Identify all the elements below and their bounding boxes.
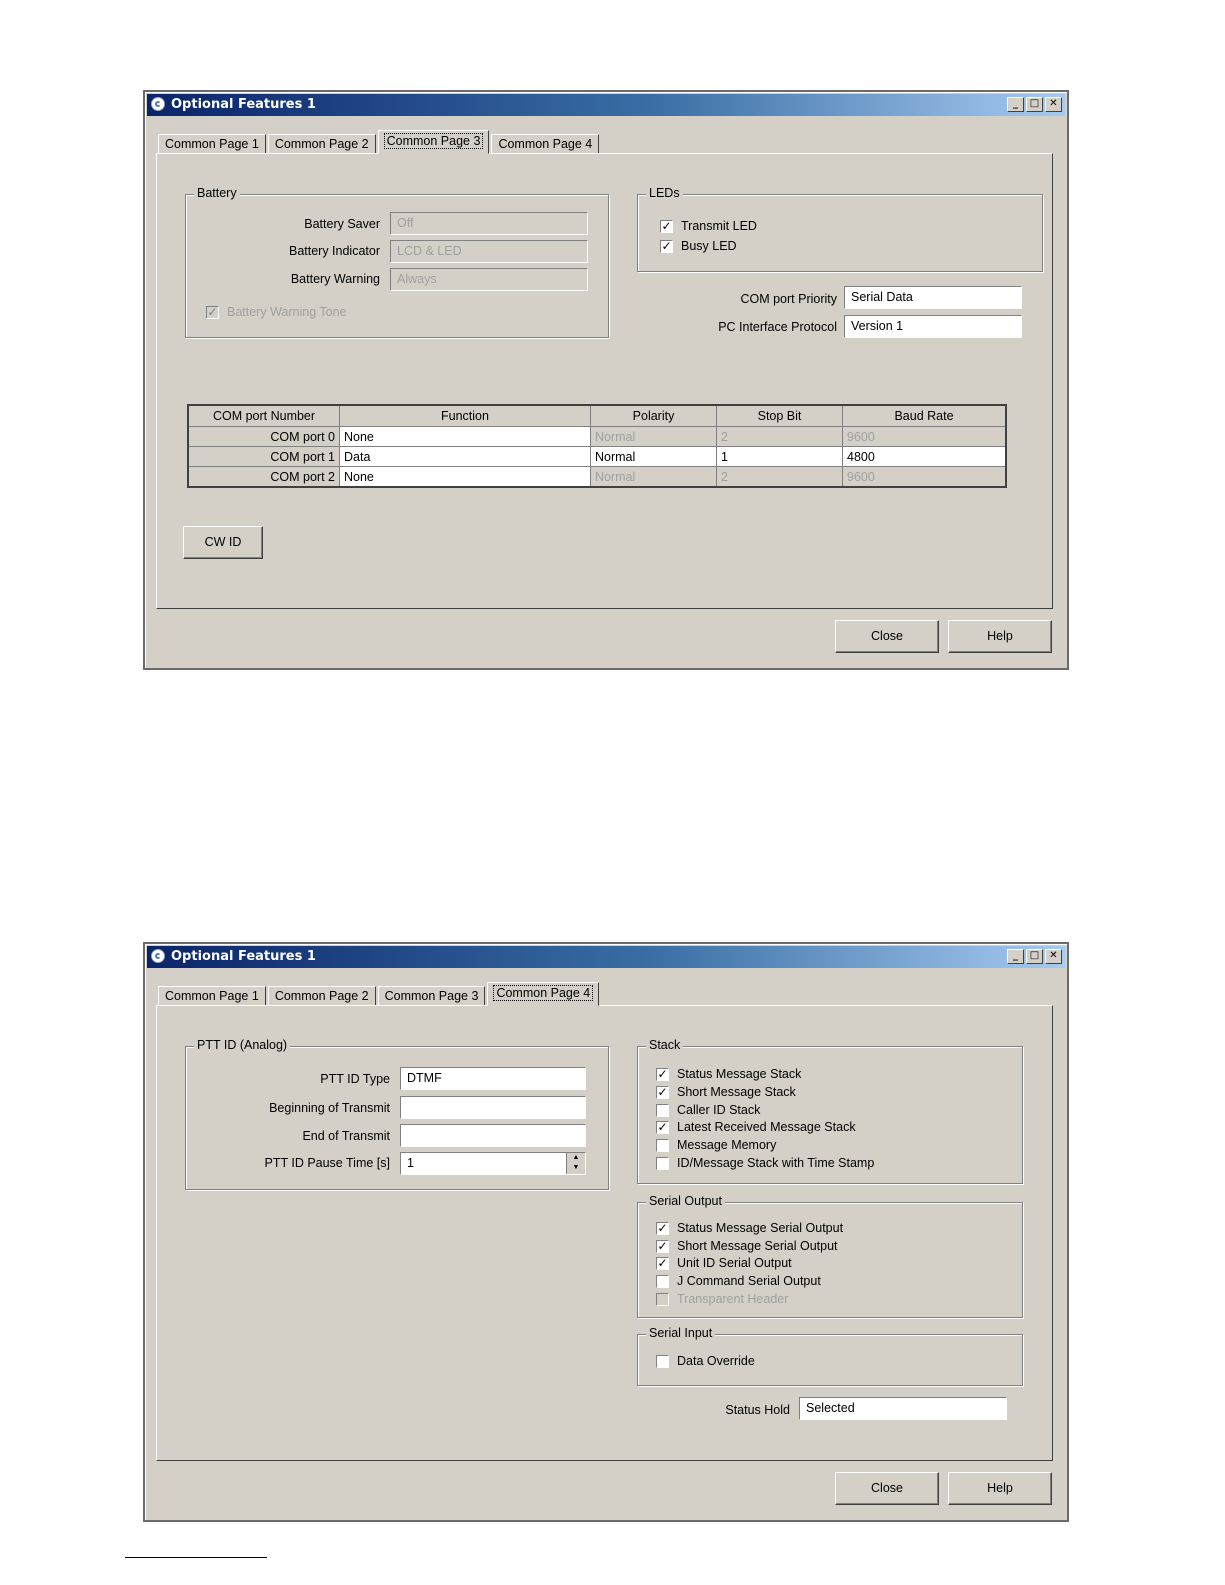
function-cell[interactable]: None xyxy=(340,467,591,488)
stack-item-5[interactable] xyxy=(656,1156,874,1170)
stop-bit-cell: 2 xyxy=(717,467,843,488)
end-of-transmit-label: End of Transmit xyxy=(302,1129,390,1143)
stack-item-4-label: Message Memory xyxy=(677,1138,777,1152)
busy-led-label: Busy LED xyxy=(681,239,737,253)
stack-item-1[interactable] xyxy=(656,1085,796,1099)
col-header-stop-bit: Stop Bit xyxy=(717,405,843,427)
ptt-id-group xyxy=(185,1038,609,1190)
stack-item-0-label: Status Message Stack xyxy=(677,1067,802,1081)
title-bar[interactable] xyxy=(147,946,1065,968)
serial-output-item-1-label: Short Message Serial Output xyxy=(677,1239,838,1253)
row-header: COM port 0 xyxy=(188,427,340,447)
close-button[interactable]: Close xyxy=(835,1472,939,1505)
status-hold-label: Status Hold xyxy=(725,1403,790,1417)
stack-item-5-label: ID/Message Stack with Time Stamp xyxy=(677,1156,875,1170)
spinner-buttons[interactable] xyxy=(566,1153,585,1174)
tab-common-page-3[interactable]: Common Page 3 xyxy=(378,986,486,1006)
table-row xyxy=(188,467,1006,488)
spin-up-icon[interactable]: ▲ xyxy=(572,1154,580,1161)
battery-group-title: Battery xyxy=(194,186,240,200)
serial-output-item-0-checkmark[interactable]: ✓ xyxy=(657,1220,668,1235)
serial-output-item-4-label: Transparent Header xyxy=(677,1292,789,1306)
leds-group xyxy=(637,186,1043,272)
help-button[interactable]: Help xyxy=(948,620,1052,653)
ptt-id-group-title: PTT ID (Analog) xyxy=(194,1038,290,1052)
com-port-priority-select[interactable]: Serial Data xyxy=(844,286,1022,309)
transmit-led-checkmark[interactable]: ✓ xyxy=(661,218,672,233)
battery-warning-tone-checkmark: ✓ xyxy=(207,304,218,319)
tab-common-page-1[interactable]: Common Page 1 xyxy=(158,134,266,154)
col-header-polarity: Polarity xyxy=(591,405,717,427)
serial-output-item-2-label: Unit ID Serial Output xyxy=(677,1256,792,1270)
data-override-checkmark[interactable] xyxy=(656,1355,669,1368)
baud-rate-cell: 9600 xyxy=(843,427,1007,447)
serial-output-item-1-checkmark[interactable]: ✓ xyxy=(657,1238,668,1253)
row-header: COM port 2 xyxy=(188,467,340,488)
ptt-id-type-select[interactable]: DTMF xyxy=(400,1067,586,1090)
stack-item-2[interactable] xyxy=(656,1103,760,1117)
transmit-led-label: Transmit LED xyxy=(681,219,757,233)
title-bar[interactable] xyxy=(147,94,1065,116)
serial-output-item-1[interactable] xyxy=(656,1239,838,1253)
tab-common-page-4[interactable]: Common Page 4 xyxy=(487,982,599,1006)
polarity-cell[interactable]: Normal xyxy=(591,447,717,467)
battery-warning-field: Always xyxy=(390,268,588,291)
battery-indicator-field: LCD & LED xyxy=(390,240,588,263)
pc-interface-protocol-label: PC Interface Protocol xyxy=(718,320,837,334)
serial-output-item-0-label: Status Message Serial Output xyxy=(677,1221,844,1235)
maximize-button[interactable]: □ xyxy=(1026,97,1043,112)
tab-strip xyxy=(158,130,601,154)
battery-indicator-label: Battery Indicator xyxy=(288,244,380,258)
status-hold-select[interactable]: Selected xyxy=(799,1397,1007,1420)
function-cell[interactable]: Data xyxy=(340,447,591,467)
battery-group xyxy=(185,186,609,338)
com-port-table xyxy=(187,404,1007,488)
stop-bit-cell[interactable]: 1 xyxy=(717,447,843,467)
polarity-cell: Normal xyxy=(591,467,717,488)
stack-item-2-checkmark[interactable] xyxy=(656,1104,669,1117)
close-button[interactable]: Close xyxy=(835,620,939,653)
optional-features-window-page3 xyxy=(143,90,1069,670)
tab-panel xyxy=(156,1005,1053,1461)
cw-id-button[interactable]: CW ID xyxy=(183,526,263,559)
stack-item-3-checkmark[interactable]: ✓ xyxy=(657,1119,668,1134)
app-icon xyxy=(151,949,165,963)
ptt-id-pause-time-value: 1 xyxy=(407,1156,414,1170)
col-header-baud-rate: Baud Rate xyxy=(843,405,1007,427)
stack-group-title: Stack xyxy=(646,1038,683,1052)
stack-item-4-checkmark[interactable] xyxy=(656,1139,669,1152)
serial-output-item-3-label: J Command Serial Output xyxy=(677,1274,821,1288)
battery-warning-tone-label: Battery Warning Tone xyxy=(227,305,347,319)
function-cell[interactable]: None xyxy=(340,427,591,447)
close-window-button[interactable]: ✕ xyxy=(1045,949,1062,964)
transmit-led-checkbox[interactable] xyxy=(660,219,757,233)
col-header-com-port-number: COM port Number xyxy=(188,405,340,427)
stack-item-5-checkmark[interactable] xyxy=(656,1157,669,1170)
row-header: COM port 1 xyxy=(188,447,340,467)
tab-common-page-4[interactable]: Common Page 4 xyxy=(491,134,599,154)
leds-group-title: LEDs xyxy=(646,186,683,200)
busy-led-checkmark[interactable]: ✓ xyxy=(661,238,672,253)
serial-output-item-3[interactable] xyxy=(656,1274,821,1288)
stack-item-1-label: Short Message Stack xyxy=(677,1085,796,1099)
stop-bit-cell: 2 xyxy=(717,427,843,447)
beginning-of-transmit-input[interactable] xyxy=(400,1096,586,1119)
polarity-cell: Normal xyxy=(591,427,717,447)
stack-item-2-label: Caller ID Stack xyxy=(677,1103,761,1117)
window-title: Optional Features 1 xyxy=(171,949,316,964)
serial-output-item-2-checkmark[interactable]: ✓ xyxy=(657,1255,668,1270)
serial-output-item-2[interactable] xyxy=(656,1256,792,1270)
battery-saver-field: Off xyxy=(390,212,588,235)
minimize-button[interactable]: _ xyxy=(1007,949,1024,964)
stack-group xyxy=(637,1038,1023,1184)
minimize-button[interactable]: _ xyxy=(1007,97,1024,112)
close-window-button[interactable]: ✕ xyxy=(1045,97,1062,112)
spin-down-icon[interactable]: ▼ xyxy=(572,1164,580,1171)
battery-saver-label: Battery Saver xyxy=(304,217,380,231)
baud-rate-cell: 9600 xyxy=(843,467,1007,488)
tab-strip xyxy=(158,982,601,1006)
optional-features-window-page4 xyxy=(143,942,1069,1522)
tab-common-page-1[interactable]: Common Page 1 xyxy=(158,986,266,1006)
window-title: Optional Features 1 xyxy=(171,97,316,112)
serial-output-item-3-checkmark[interactable] xyxy=(656,1275,669,1288)
tab-common-page-2[interactable]: Common Page 2 xyxy=(268,134,376,154)
com-port-priority-label: COM port Priority xyxy=(740,292,837,306)
maximize-button[interactable]: □ xyxy=(1026,949,1043,964)
serial-input-group xyxy=(637,1326,1023,1386)
battery-warning-label: Battery Warning xyxy=(290,272,380,286)
stack-item-3-label: Latest Received Message Stack xyxy=(677,1120,856,1134)
table-row xyxy=(188,447,1006,467)
tab-common-page-3[interactable]: Common Page 3 xyxy=(378,130,490,154)
data-override-checkbox[interactable] xyxy=(656,1354,755,1368)
serial-output-group-title: Serial Output xyxy=(646,1194,725,1208)
table-header-row xyxy=(188,405,1006,427)
baud-rate-cell[interactable]: 4800 xyxy=(843,447,1007,467)
serial-output-item-4 xyxy=(656,1292,788,1306)
busy-led-checkbox[interactable] xyxy=(660,239,737,253)
beginning-of-transmit-label: Beginning of Transmit xyxy=(269,1101,390,1115)
battery-warning-tone-checkbox xyxy=(206,305,347,319)
ptt-id-pause-time-label: PTT ID Pause Time [s] xyxy=(264,1156,390,1170)
data-override-label: Data Override xyxy=(677,1354,755,1368)
col-header-function: Function xyxy=(340,405,591,427)
serial-output-group xyxy=(637,1194,1023,1318)
serial-output-item-4-checkmark xyxy=(656,1293,669,1306)
help-button[interactable]: Help xyxy=(948,1472,1052,1505)
stack-item-1-checkmark[interactable]: ✓ xyxy=(657,1084,668,1099)
end-of-transmit-input[interactable] xyxy=(400,1124,586,1147)
stack-item-0-checkmark[interactable]: ✓ xyxy=(657,1066,668,1081)
tab-panel xyxy=(156,153,1053,609)
tab-common-page-2[interactable]: Common Page 2 xyxy=(268,986,376,1006)
pc-interface-protocol-select[interactable]: Version 1 xyxy=(844,315,1022,338)
ptt-id-type-label: PTT ID Type xyxy=(320,1072,390,1086)
serial-input-group-title: Serial Input xyxy=(646,1326,715,1340)
app-icon xyxy=(151,97,165,111)
footnote-separator xyxy=(125,1557,267,1558)
table-row xyxy=(188,427,1006,447)
ptt-id-pause-time-spinner[interactable] xyxy=(400,1152,586,1175)
stack-item-4[interactable] xyxy=(656,1138,776,1152)
stack-item-0[interactable] xyxy=(656,1067,801,1081)
stack-item-3[interactable] xyxy=(656,1120,856,1134)
serial-output-item-0[interactable] xyxy=(656,1221,843,1235)
